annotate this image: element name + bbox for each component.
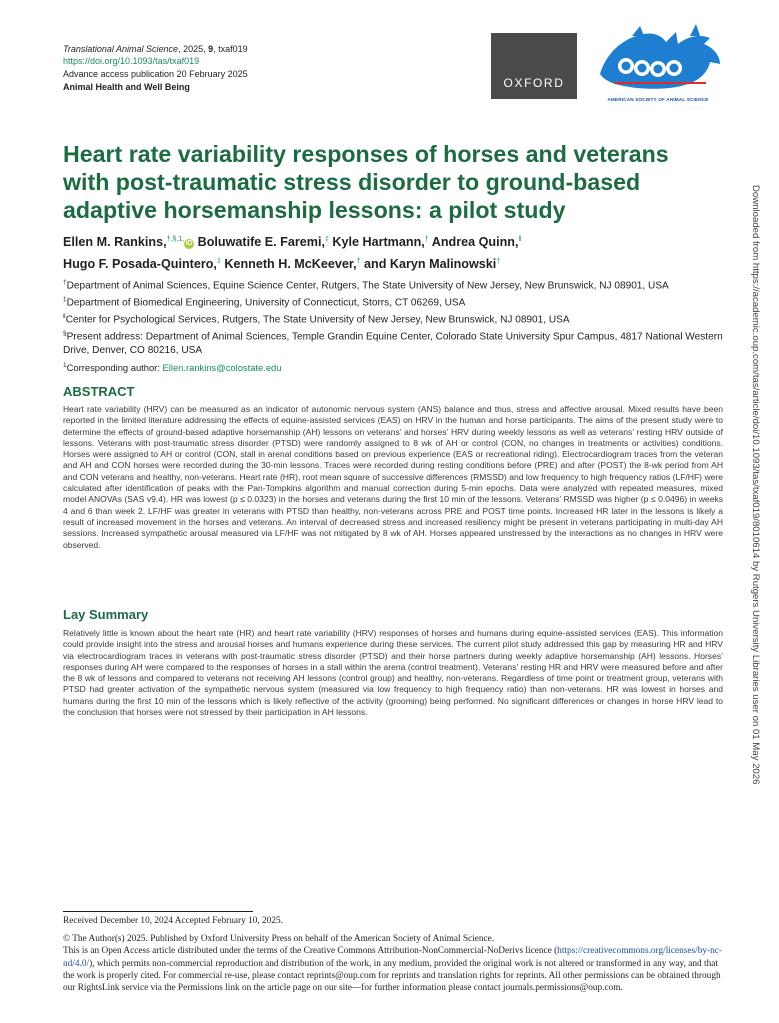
- affiliation: §Present address: Department of Animal Sciences, Temple Grandin Equine Center, Colorado State University Spur Campus, 4817 National Western Drive, Denver, CO 80216, USA: [63, 329, 723, 356]
- article-title: Heart rate variability responses of horses and veterans with post-traumatic stress disorder to ground-based adaptive horsemanship lessons: a pilot study: [63, 141, 669, 223]
- author-name[interactable]: and Karyn Malinowski: [364, 257, 497, 272]
- asas-logo-text: AMERICAN SOCIETY OF ANIMAL SCIENCE: [607, 97, 709, 102]
- journal-volume: 9: [208, 44, 214, 54]
- author-marks: †: [356, 258, 361, 266]
- author-name[interactable]: Kyle Hartmann,: [332, 235, 425, 250]
- license-text: This is an Open Access article distributed under the terms of the Creative Commons Attribution-NonCommercial-NoDerivs licence (https://creativecommons.org/licenses/by-nc-nd/4.0/), which permits non-commercial reproduction and distribution of the work, in any medium, provided the original work is not altered or transformed in any way, and that the work is properly cited. For commercial re-use, please contact reprints@oup.com for reprints and translation rights for reprints. All other permissions can be obtained through our RightsLink service via the Permissions link on the article page on our site—for further information please contact journals.permissions@oup.com.: [63, 946, 722, 994]
- affiliation: †Department of Animal Sciences, Equine Science Center, Rutgers, The State University of New Jersey, New Brunswick, NJ 08901, USA: [63, 279, 669, 292]
- copyright: © The Author(s) 2025. Published by Oxford University Press on behalf of the American Society of Animal Science.: [63, 934, 495, 945]
- section-label: Animal Health and Well Being: [63, 81, 190, 92]
- abstract-text: Heart rate variability (HRV) can be measured as an indicator of autonomic nervous system (ANS) balance and thus, stress and affective arousal. Mixed results have been reported in the limited literature addressing the effects of equine-assisted services (EAS) on HRV in the human and horse participants. The aims of the present study were to determine the effects of ground-based adaptive horsemanship (AH) lessons on veterans’ and horses’ HRV during weekly lessons as well as veterans’ resting HRV outside of lessons. Veterans with post-traumatic stress disorder (PTSD) were randomly assigned to 8 wk of AH or control (CON, no changes in treatments or activities) conditions. Horses were assigned to AH or control (CON, stall in arenal conditions based on previous experience (EAS or recreational riding). Electrocardiogram traces from the veteran and AH and CON horses were recorded during the 30-min lessons. Traces were recorded during resting conditions before (PRE) and after (POST) the 8-wk period from AH and CON veterans and healthy, non-veterans. Heart rate (HR), root mean square of successive differences (RMSSD) and low frequency to high frequency ratios (LF/HF) were calculated after identification of peaks with the Pan-Tompkins algorithm and manual correction during 5-min epochs. Data were analyzed with repeated measures, mixed model ANOVAs (SAS v9.4). HR was lowest (p ≤ 0.0323) in the horses and veterans during the first 10 min of the lessons. Veterans’ RMSSD was higher (p ≤ 0.0496) in weeks 4 and 6 than week 2. LF/HF was greater in veterans with PTSD than healthy, non-veterans across PRE and POST time points. Increased HR later in the lessons is likely a result of increased movement in the horses and veterans. An interval of decreased stress and increased resiliency might be present in veterans participating in multi-day AH sessions. Increased sympathetic arousal measured via LF/HF was not mitigated by 8 wk of AH. Horses appeared unstressed by the interactions as no changes in HRV were observed.: [63, 404, 723, 550]
- journal-name: Translational Animal Science: [63, 44, 179, 54]
- journal-article-id: , txaf019: [213, 44, 248, 54]
- license-link[interactable]: https://creativecommons.org/licenses/by-nc-nd/4.0/: [63, 946, 722, 969]
- received-dates: Received December 10, 2024 Accepted February 10, 2025.: [63, 916, 283, 926]
- oxford-logo: [491, 33, 577, 99]
- author-name[interactable]: Boluwatife E. Faremi,: [197, 235, 325, 250]
- corresponding-email-link[interactable]: Ellen.rankins@colostate.edu: [162, 362, 282, 374]
- journal-year: , 2025,: [178, 44, 209, 54]
- asas-logo-icon: [592, 22, 724, 106]
- advance-access: Advance access publication 20 February 2025: [63, 68, 248, 79]
- affiliation: ‖Center for Psychological Services, Rutgers, The State University of New Jersey, New Brunswick, NJ 08901, USA: [63, 312, 570, 326]
- lay-summary-text: Relatively little is known about the heart rate (HR) and heart rate variability (HRV) responses of horses and humans during equine-assisted services (EAS). This information could provide insight into the stress and arousal horses and humans experience during these services. The current pilot study addressed this gap by measuring HR and HRV via electrocardiogram traces in veterans with post-traumatic stress disorder (PTSD) and their horse partners during weekly adaptive horsemanship (AH) lessons. Horses’ responses during AH were compared to the responses of horses in a stall within the arena (control treatment). Veterans’ resting HR and HRV were measured before and after the 8 wk of lessons and compared to veterans not receiving AH lessons (control group) and healthy, non-veterans. Regardless of time point or treatment group, veterans with PTSD had greater activation of the sympathetic nervous system (measured via low frequency to high frequency ratio) than non-veterans. HR was lowest in horses and humans during the first 10 min of the lessons which is likely reflective of the activity (grooming) being performed. No significant differences or changes in horse HRV lead to the conclusion that horses were not stressed by their participation in AH lessons.: [63, 628, 723, 718]
- author-marks: ‡: [216, 258, 221, 266]
- download-watermark: Downloaded from https://academic.oup.com/tas/article/doi/10.1093/tas/txaf019/8010614 by Rutgers University Libraries user on 01 May 2026: [750, 185, 761, 785]
- affiliation: ‡Department of Biomedical Engineering, University of Connecticut, Storrs, CT 06269, USA: [63, 295, 466, 309]
- affiliations: [63, 276, 728, 375]
- author-name[interactable]: Kenneth H. McKeever,: [224, 257, 357, 272]
- doi-link[interactable]: https://doi.org/10.1093/tas/txaf019: [63, 56, 200, 67]
- asas-logo: [592, 22, 724, 106]
- author-name[interactable]: Andrea Quinn,: [431, 235, 519, 250]
- orcid-icon[interactable]: iD: [185, 240, 193, 248]
- author-marks: †,§,1,: [166, 236, 185, 243]
- abstract-heading: ABSTRACT: [63, 384, 135, 399]
- corresponding-author: $^1$Corresponding author: Ellen.rankins@colostate.edu: [63, 362, 282, 374]
- oxford-logo-text: OXFORD: [503, 76, 565, 90]
- lay-summary-heading: Lay Summary: [63, 607, 149, 622]
- author-marks: ‖: [518, 236, 522, 243]
- author-name[interactable]: Ellen M. Rankins,: [63, 235, 167, 250]
- author-name[interactable]: Hugo F. Posada-Quintero,: [63, 257, 217, 272]
- author-marks: †: [496, 258, 501, 266]
- journal-citation: [63, 43, 248, 55]
- journal-info: [63, 43, 248, 93]
- author-marks: †: [424, 236, 429, 243]
- footer: [63, 915, 725, 994]
- author-marks: ‡: [324, 236, 329, 243]
- author-list: [63, 230, 723, 274]
- footer-divider: [63, 911, 253, 912]
